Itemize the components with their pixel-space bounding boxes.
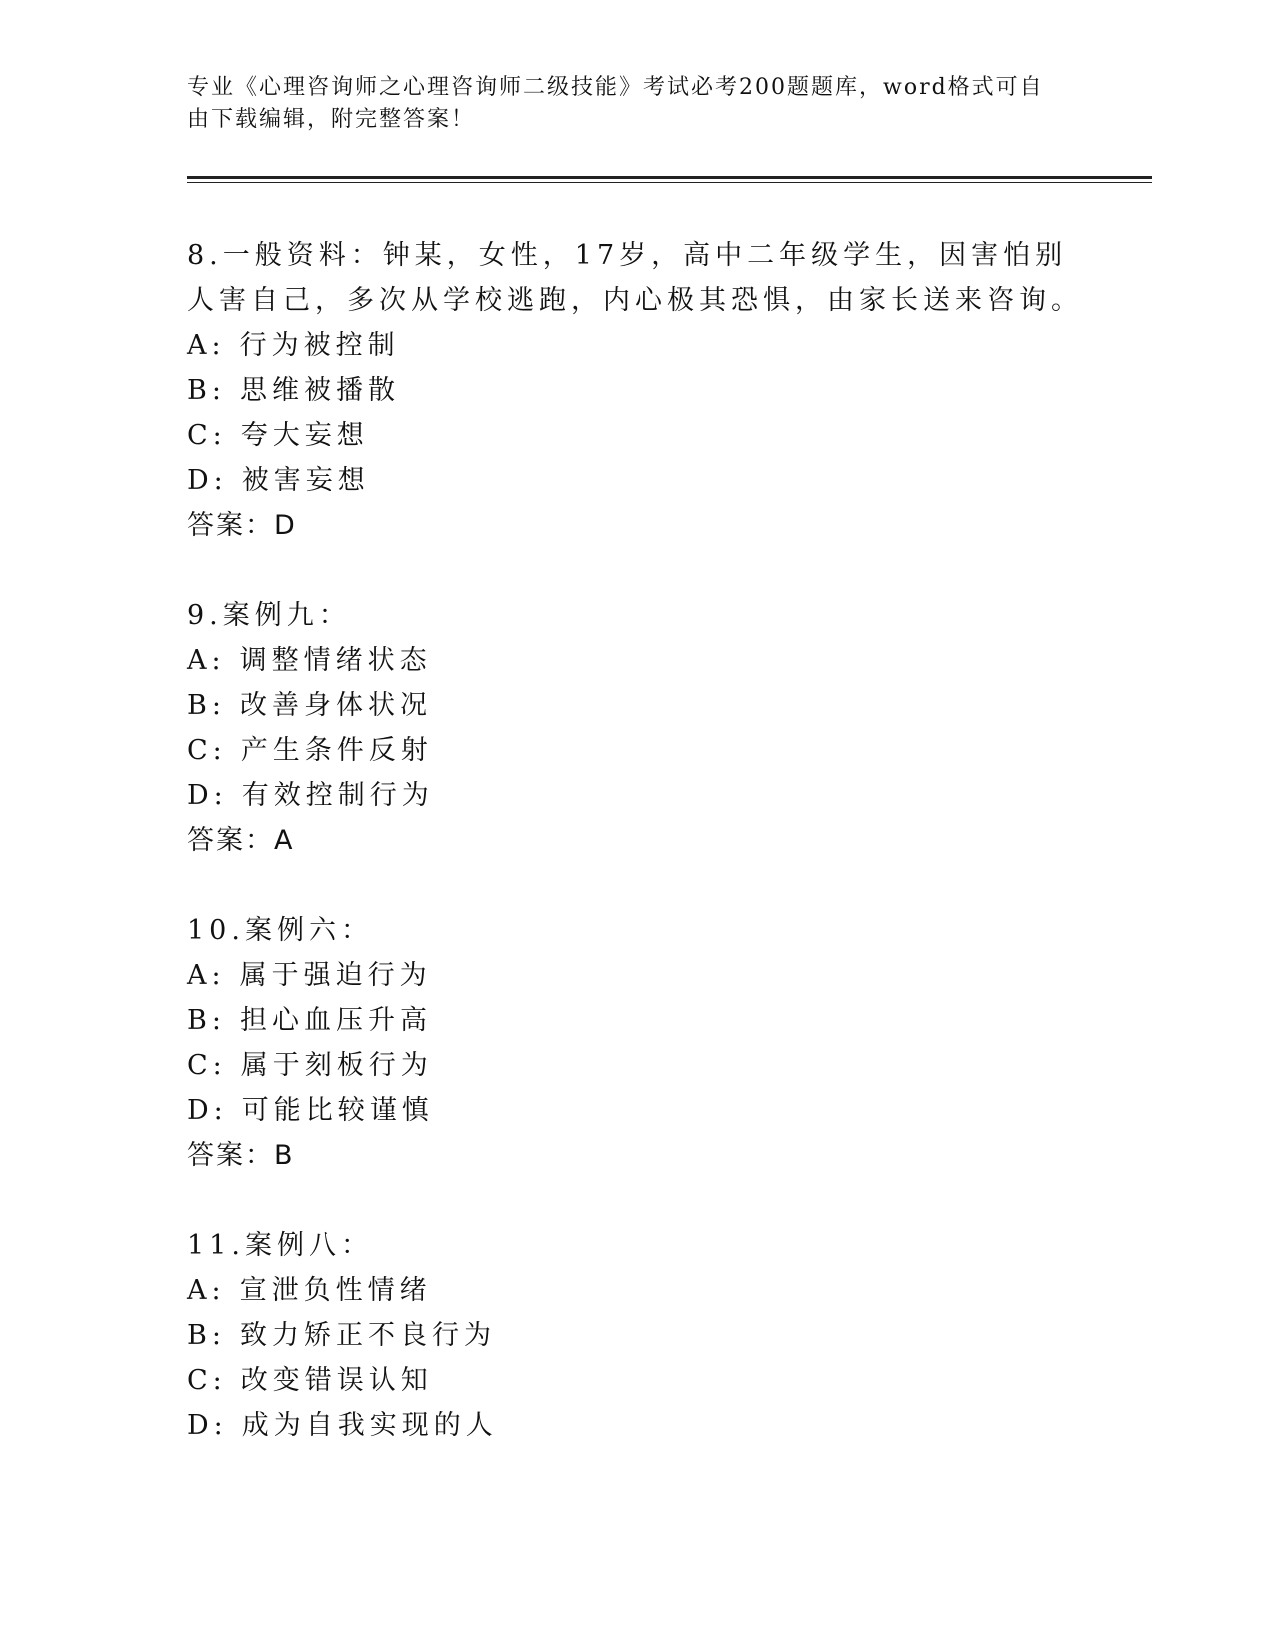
question-8 — [187, 233, 1087, 548]
question-stem: 8.一般资料：钟某，女性，17岁，高中二年级学生，因害怕别人害自己，多次从学校逃跑，内心极其恐惧，由家长送来咨询。 — [187, 240, 1083, 316]
option-text: 被害妄想 — [241, 465, 370, 496]
option-b — [187, 683, 1087, 728]
option-c — [187, 1043, 1087, 1088]
option-a — [187, 1268, 1087, 1313]
option-b — [187, 1313, 1087, 1358]
option-d — [187, 458, 1087, 503]
option-letter: D: — [187, 780, 228, 811]
option-letter: B: — [187, 690, 226, 721]
option-b — [187, 998, 1087, 1043]
option-b — [187, 368, 1087, 413]
option-c — [187, 1358, 1087, 1403]
question-10 — [187, 908, 1087, 1178]
option-letter: A: — [187, 1275, 226, 1306]
option-letter: B: — [187, 1320, 226, 1351]
question-11 — [187, 1223, 1087, 1448]
option-a — [187, 638, 1087, 683]
option-text: 改善身体状况 — [239, 690, 432, 721]
option-a — [187, 323, 1087, 368]
option-text: 思维被播散 — [239, 375, 400, 406]
answer-line: 答案：D — [187, 510, 297, 541]
option-text: 产生条件反射 — [240, 735, 433, 766]
option-letter: C: — [187, 1050, 227, 1081]
option-letter: A: — [187, 330, 226, 361]
question-stem: 10.案例六： — [187, 915, 373, 946]
option-a — [187, 953, 1087, 998]
option-letter: B: — [187, 375, 226, 406]
option-text: 行为被控制 — [239, 330, 400, 361]
option-letter: C: — [187, 420, 227, 451]
option-text: 担心血压升高 — [239, 1005, 432, 1036]
option-c — [187, 728, 1087, 773]
option-letter: A: — [187, 645, 226, 676]
header-divider-thin — [187, 182, 1152, 183]
option-text: 改变错误认知 — [240, 1365, 433, 1396]
option-letter: B: — [187, 1005, 226, 1036]
question-9 — [187, 593, 1087, 863]
option-letter: D: — [187, 1410, 228, 1441]
option-text: 可能比较谨慎 — [241, 1095, 434, 1126]
option-d — [187, 1088, 1087, 1133]
question-list — [187, 233, 1087, 1493]
question-stem: 11.案例八： — [187, 1230, 373, 1261]
answer-line: 答案：A — [187, 825, 295, 856]
option-d — [187, 773, 1087, 818]
option-c — [187, 413, 1087, 458]
option-text: 夸大妄想 — [240, 420, 369, 451]
option-text: 有效控制行为 — [241, 780, 434, 811]
header-divider-thick — [187, 176, 1152, 179]
option-text: 成为自我实现的人 — [241, 1410, 498, 1441]
option-letter: A: — [187, 960, 226, 991]
option-letter: C: — [187, 1365, 227, 1396]
option-text: 属于强迫行为 — [239, 960, 432, 991]
option-letter: D: — [187, 465, 228, 496]
document-header: 专业《心理咨询师之心理咨询师二级技能》考试必考200题题库，word格式可自由下载编辑，附完整答案！ — [187, 75, 1044, 132]
option-letter: C: — [187, 735, 227, 766]
option-text: 属于刻板行为 — [240, 1050, 433, 1081]
option-text: 宣泄负性情绪 — [239, 1275, 432, 1306]
option-d — [187, 1403, 1087, 1448]
answer-line: 答案：B — [187, 1140, 295, 1171]
option-text: 调整情绪状态 — [239, 645, 432, 676]
option-letter: D: — [187, 1095, 228, 1126]
question-stem: 9.案例九： — [187, 600, 351, 631]
option-text: 致力矫正不良行为 — [239, 1320, 496, 1351]
